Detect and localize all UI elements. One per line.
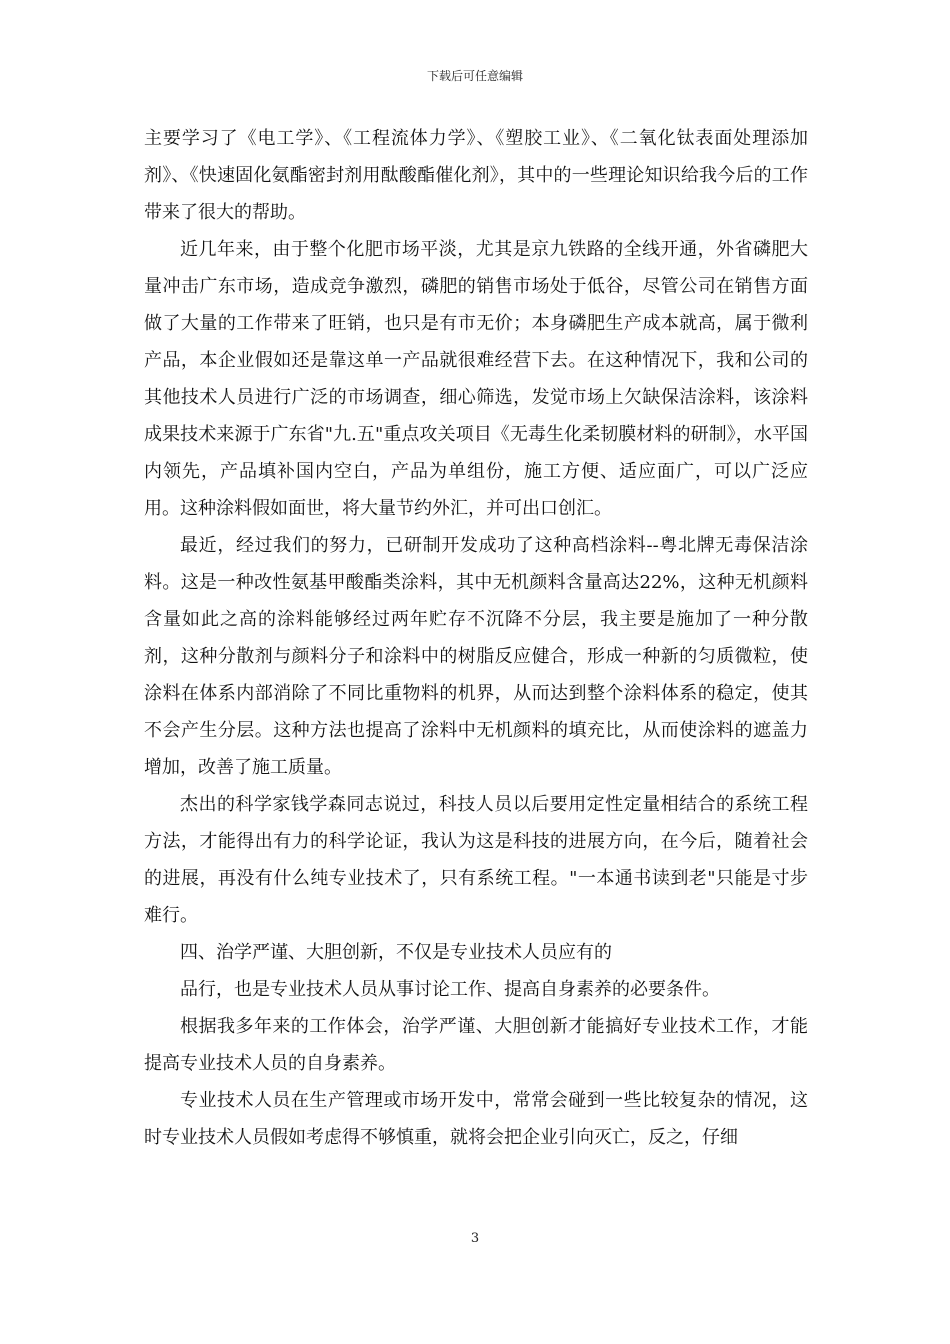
paragraph-4: 杰出的科学家钱学森同志说过，科技人员以后要用定性定量相结合的系统工程方法，才能得出有力的科学论证，我认为这是科技的进展方向，在今后，随着社会的进展，再没有什么纯专业技术了，只有系统工程。"一本通书读到老"只能是寸步难行。: [144, 794, 808, 926]
paragraph-5: 品行，也是专业技术人员从事讨论工作、提高自身素养的必要条件。: [180, 979, 720, 1000]
paragraph-6: 根据我多年来的工作体会，治学严谨、大胆创新才能搞好专业技术工作，才能提高专业技术人员的自身素养。: [144, 1016, 808, 1074]
page-number: 3: [470, 1231, 480, 1246]
paragraph-7: 专业技术人员在生产管理或市场开发中，常常会碰到一些比较复杂的情况，这时专业技术人员假如考虑得不够慎重，就将会把企业引向灭亡，反之，仔细: [144, 1090, 808, 1148]
paragraph-1: 主要学习了《电工学》、《工程流体力学》、《塑胶工业》、《二氧化钛表面处理添加剂》、《快速固化氨酯密封剂用酞酸酯催化剂》，其中的一些理论知识给我今后的工作带来了很大的帮助。: [144, 128, 808, 223]
paragraph-2: 近几年来，由于整个化肥市场平淡，尤其是京九铁路的全线开通，外省磷肥大量冲击广东市场，造成竞争激烈，磷肥的销售市场处于低谷，尽管公司在销售方面做了大量的工作带来了旺销，也只是有市无价；本身磷肥生产成本就高，属于微利产品，本企业假如还是靠这单一产品就很难经营下去。在这种情况下，我和公司的其他技术人员进行广泛的市场调查，细心筛选，发觉市场上欠缺保洁涂料，该涂料成果技术来源于广东省"九.五"重点攻关项目《无毒生化柔韧膜材料的研制》，水平国内领先，产品填补国内空白，产品为单组份，施工方便、适应面广，可以广泛应用。这种涂料假如面世，将大量节约外汇，并可出口创汇。: [144, 239, 808, 519]
page-header: 下载后可任意编辑: [426, 69, 523, 83]
document-body: [144, 120, 808, 1156]
section-heading-4: 四、治学严谨、大胆创新，不仅是专业技术人员应有的: [180, 942, 612, 963]
paragraph-3: 最近，经过我们的努力，已研制开发成功了这种高档涂料--粤北牌无毒保洁涂料。这是一种改性氨基甲酸酯类涂料，其中无机颜料含量高达22%，这种无机颜料含量如此之高的涂料能够经过两年贮存不沉降不分层，我主要是施加了一种分散剂，这种分散剂与颜料分子和涂料中的树脂反应健合，形成一种新的匀质微粒，使涂料在体系内部消除了不同比重物料的机界，从而达到整个涂料体系的稳定，使其不会产生分层。这种方法也提高了涂料中无机颜料的填充比，从而使涂料的遮盖力增加，改善了施工质量。: [144, 535, 808, 778]
